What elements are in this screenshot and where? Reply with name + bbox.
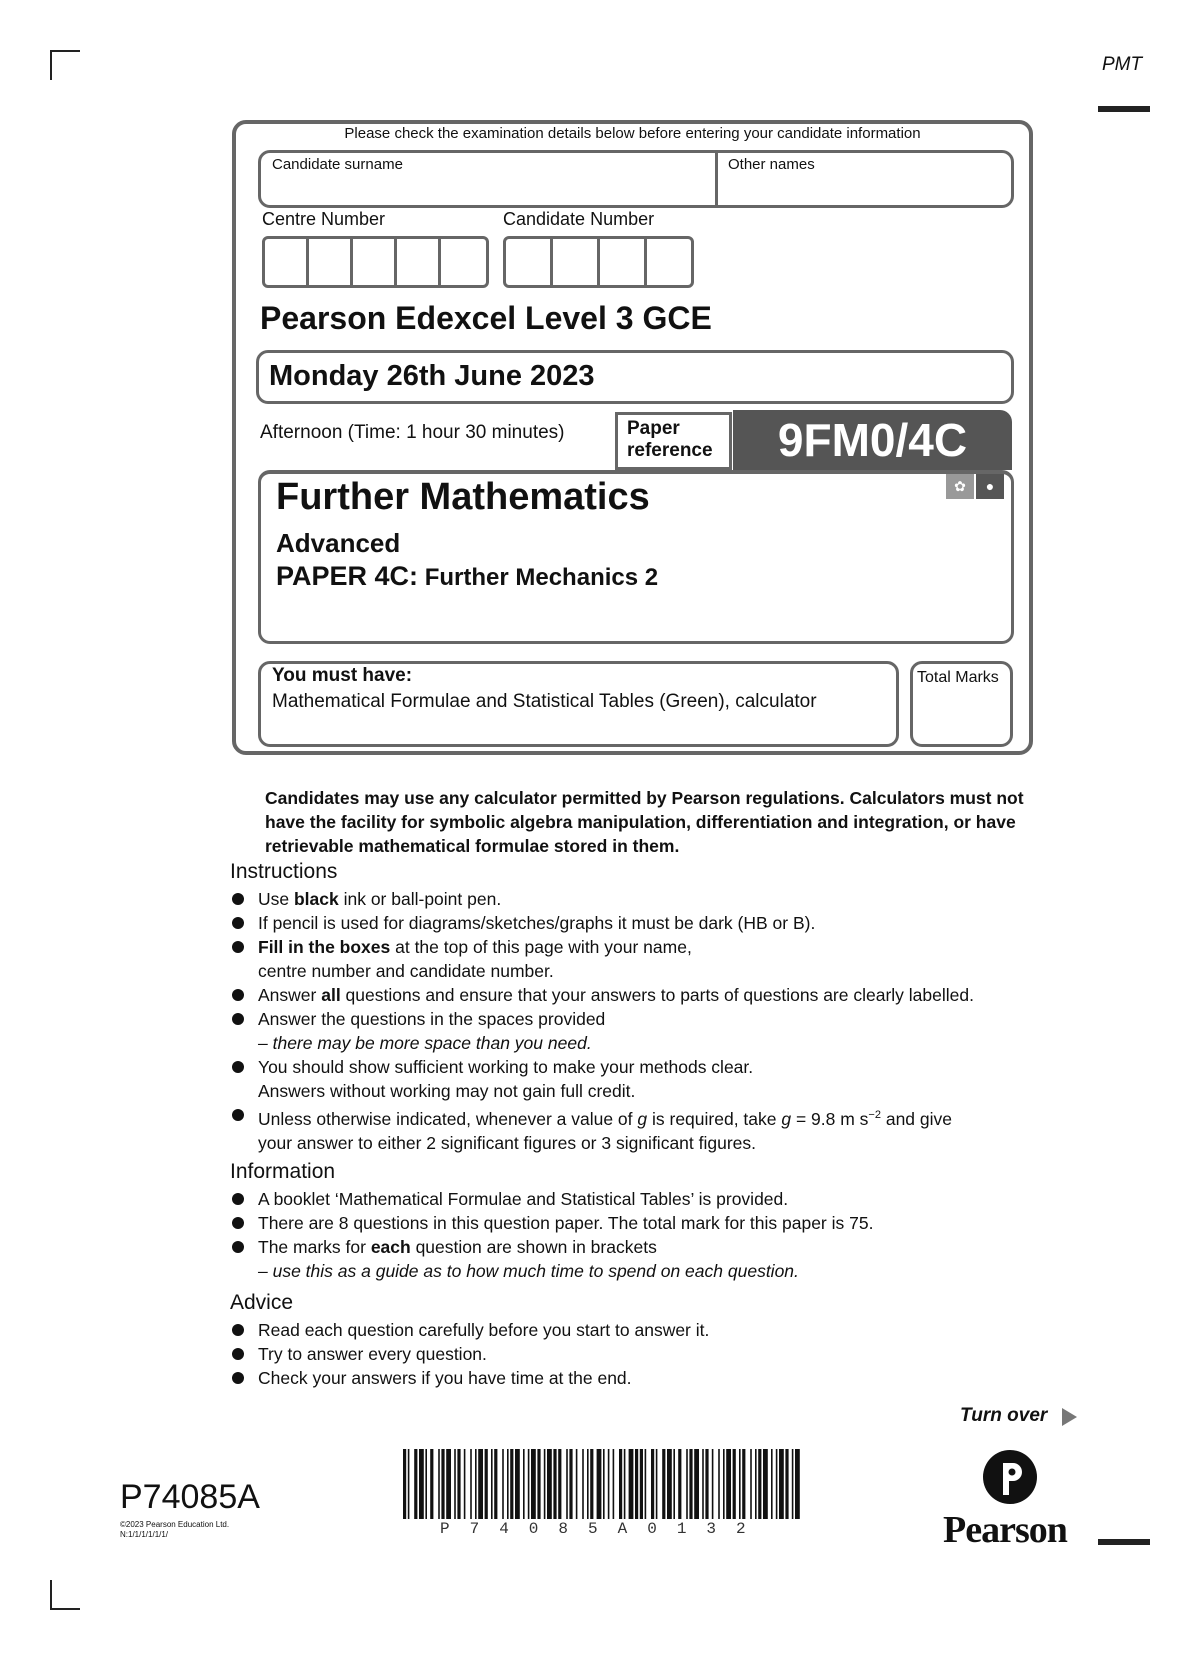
crop-mark-bottom-left-h: [50, 1608, 80, 1610]
text: Check your answers if you have time at the end.: [258, 1368, 632, 1388]
other-names-label: Other names: [728, 156, 815, 173]
bullet-icon: [232, 1348, 244, 1360]
text: = 9.8 m s: [791, 1108, 869, 1129]
bullet-icon: [232, 917, 244, 929]
paper-reference-label: [615, 412, 732, 470]
information-list: [230, 1187, 1030, 1283]
top-right-rule: [1098, 106, 1150, 112]
candidate-number-boxes[interactable]: [503, 236, 694, 288]
candidate-number-label: Candidate Number: [503, 209, 655, 229]
crop-mark-top-left-h: [50, 50, 80, 52]
pearson-logo-icon: [982, 1449, 1038, 1509]
bullet-icon: [232, 1013, 244, 1025]
text: Answers without working may not gain full credit.: [258, 1081, 636, 1101]
instructions-list: [230, 887, 1030, 1155]
advice-heading: Advice: [230, 1291, 294, 1314]
crop-mark-bottom-left-v: [50, 1580, 52, 1610]
text: Use: [258, 889, 294, 909]
list-item: [230, 911, 1030, 935]
paper-reference-label-line1: Paper: [627, 418, 680, 439]
total-marks-label: Total Marks: [917, 669, 999, 686]
text: Try to answer every question.: [258, 1344, 487, 1364]
bullet-icon: [232, 1324, 244, 1336]
digit-box[interactable]: [265, 239, 309, 285]
list-item: [230, 887, 1030, 911]
subject-title: Further Mathematics: [276, 476, 650, 518]
bullet-icon: [232, 1061, 244, 1073]
exam-session: Afternoon (Time: 1 hour 30 minutes): [260, 422, 565, 443]
alignment-marker-icon: ✿: [946, 473, 974, 499]
text: – use this as a guide as to how much time to spend on each question.: [258, 1261, 799, 1281]
text: Answer: [258, 985, 322, 1005]
copyright-line: ©2023 Pearson Education Ltd.: [120, 1520, 230, 1529]
bullet-icon: [232, 893, 244, 905]
superscript: −2: [868, 1109, 881, 1121]
list-item: [230, 1103, 1030, 1155]
copyright-line: N:1/1/1/1/1/1/: [120, 1530, 169, 1539]
list-item: [230, 1366, 1030, 1390]
digit-box[interactable]: [309, 239, 353, 285]
text: The marks for: [258, 1237, 371, 1257]
text: ink or ball-point pen.: [338, 889, 502, 909]
paper-reference-label-line2: reference: [627, 440, 713, 461]
bullet-icon: [232, 1217, 244, 1229]
bullet-icon: [232, 1109, 244, 1121]
list-item: [230, 935, 1030, 983]
emphasis: each: [370, 1237, 411, 1257]
exam-date: Monday 26th June 2023: [256, 350, 1014, 404]
calculator-note: Candidates may use any calculator permitted by Pearson regulations. Calculators must not have the facility for symbolic algebra manipulation, differentiation and integration, or have retrievable mathematical formulae stored in them.: [265, 788, 1024, 856]
text: centre number and candidate number.: [258, 961, 554, 981]
list-item: [230, 1342, 1030, 1366]
text: and give: [880, 1108, 952, 1129]
digit-box[interactable]: [397, 239, 441, 285]
corner-tag: PMT: [1102, 54, 1143, 75]
text: – there may be more space than you need.: [258, 1033, 592, 1053]
text: Answer the questions in the spaces provided: [258, 1009, 606, 1029]
crop-mark-top-left-v: [50, 50, 52, 80]
digit-box[interactable]: [506, 239, 553, 285]
emphasis: black: [293, 889, 339, 909]
list-item: [230, 1187, 1030, 1211]
digit-box[interactable]: [441, 239, 486, 285]
emphasis: Fill in the boxes: [258, 937, 391, 957]
bullet-icon: [232, 941, 244, 953]
symbol: g: [637, 1108, 648, 1129]
text: questions and ensure that your answers to parts of questions are clearly labelled.: [340, 985, 974, 1005]
turn-over-label: Turn over: [960, 1405, 1048, 1426]
paper-name: Further Mechanics 2: [418, 564, 659, 591]
check-note: Please check the examination details below before entering your candidate information: [344, 125, 921, 142]
instructions-heading: Instructions: [230, 860, 338, 883]
paper-code: P74085A: [120, 1478, 260, 1516]
paper-prefix: PAPER 4C:: [276, 561, 419, 591]
list-item: [230, 983, 1030, 1007]
text: Unless otherwise indicated, whenever a value of: [258, 1108, 638, 1129]
bottom-right-rule: [1098, 1539, 1150, 1545]
requirements-text: Mathematical Formulae and Statistical Tables (Green), calculator: [272, 691, 817, 712]
paper-reference-code: 9FM0/4C: [733, 410, 1012, 470]
information-heading: Information: [230, 1160, 336, 1183]
text: There are 8 questions in this question paper. The total mark for this paper is 75.: [258, 1213, 874, 1233]
centre-number-label: Centre Number: [262, 209, 386, 229]
requirements-title: You must have:: [272, 665, 413, 686]
name-box-divider: [715, 152, 718, 206]
symbol: g: [781, 1108, 792, 1129]
turn-over-arrow-icon: [1062, 1408, 1077, 1426]
text: If pencil is used for diagrams/sketches/graphs it must be dark (HB or B).: [258, 913, 816, 933]
bullet-icon: [232, 989, 244, 1001]
bullet-icon: [232, 1241, 244, 1253]
exam-board: Pearson Edexcel Level 3 GCE: [260, 300, 712, 336]
subject-level: Advanced: [276, 528, 401, 558]
paper-title: [276, 561, 658, 592]
advice-list: [230, 1318, 1030, 1390]
text: your answer to either 2 significant figures or 3 significant figures.: [258, 1132, 757, 1153]
barcode-icon: [403, 1449, 801, 1519]
digit-box[interactable]: [353, 239, 397, 285]
digit-box[interactable]: [600, 239, 647, 285]
centre-number-boxes[interactable]: [262, 236, 489, 288]
surname-label: Candidate surname: [272, 156, 403, 173]
alignment-marker-icon: ●: [976, 473, 1004, 499]
brand-name: Pearson: [943, 1509, 1067, 1551]
barcode-text: P74085A0132: [440, 1520, 766, 1538]
list-item: [230, 1235, 1030, 1283]
digit-box[interactable]: [553, 239, 600, 285]
bullet-icon: [232, 1372, 244, 1384]
list-item: [230, 1318, 1030, 1342]
text: Read each question carefully before you start to answer it.: [258, 1320, 710, 1340]
list-item: [230, 1007, 1030, 1055]
digit-box[interactable]: [647, 239, 691, 285]
text: You should show sufficient working to make your methods clear.: [258, 1057, 754, 1077]
text: A booklet ‘Mathematical Formulae and Statistical Tables’ is provided.: [258, 1189, 789, 1209]
list-item: [230, 1211, 1030, 1235]
list-item: [230, 1055, 1030, 1103]
text: is required, take: [647, 1108, 782, 1129]
bullet-icon: [232, 1193, 244, 1205]
emphasis: all: [321, 985, 341, 1005]
copyright: [120, 1520, 229, 1540]
text: question are shown in brackets: [410, 1237, 657, 1257]
text: at the top of this page with your name,: [390, 937, 692, 957]
